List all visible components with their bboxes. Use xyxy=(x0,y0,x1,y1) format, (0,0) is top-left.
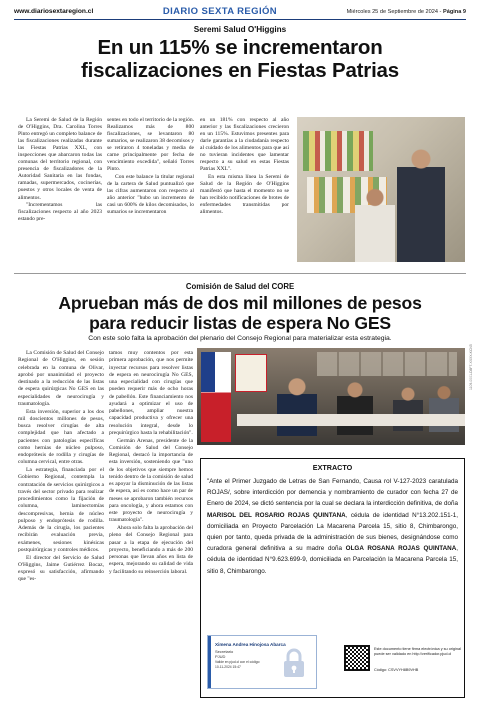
signature-validation-note: Valide en pjud.cl con el código: xyxy=(215,660,261,664)
qr-validation-code: Código: CSVVYH8B9VHB xyxy=(374,668,419,672)
article1-column-2 xyxy=(107,117,194,217)
site-url[interactable]: www.diariosextaregion.cl xyxy=(14,8,94,15)
extract-body xyxy=(207,476,458,577)
paragraph: tamos muy contentos por esta primera aprobación, que nos permite inyectar recursos para resolver listas de espera en neurocirugía No GES, una especialidad con cirugías que pueden requerir más de ocho horas de pabellón. Este financiamiento nos ayudará a optimizar el uso de pabellones, ampliar nuestra capacidad productiva y ofrecer una resolución integral, desde lo prequirúrgico hasta la rehabilitación". xyxy=(109,350,193,436)
signer-name: Ximena Andrea Hinojosa Abarca xyxy=(215,642,286,647)
article1-column-3 xyxy=(200,117,289,217)
photo-councilor xyxy=(277,376,317,436)
paragraph: La Seremi de Salud de la Región de O'Higgins, Dra. Carolina Torres Pinto entregó un completo balance de las fiscalizaciones realizadas durante las Fiestas Patrias XXL, con inspecciones que abarcaron todas las comunas del territorio regional, con presencia de fiscalizadores de la Autoridad Sanitaria en las fondas, ramadas, supermercados, cocinerías, puestos y otros locales de venta de alimentos. xyxy=(18,117,102,201)
extract-title: EXTRACTO xyxy=(312,463,353,472)
article2-headline-line2: para reducir listas de espera No GES xyxy=(89,313,391,333)
signature-date: 10-11-2024 15:47 xyxy=(215,665,241,669)
photo-inspector xyxy=(355,187,395,262)
article2-column-1 xyxy=(18,350,104,584)
paragraph: "Incrementamos las fiscalizaciones respecto al año 2023 estando pre- xyxy=(18,202,102,223)
legal-extract-box xyxy=(200,458,465,698)
page-header xyxy=(14,4,466,20)
article2-column-2 xyxy=(109,350,193,576)
newspaper-brand: DIARIO SEXTA REGIÓN xyxy=(162,6,278,17)
paragraph: Germán Arenas, presidente de la Comisión de Salud del Consejo Regional, destacó la importancia de esta inversión, sosteniendo que "uno de los objetivos que siempre hemos tenido dentro de la comisión de salud es apoyar la disminución de las listas de espera, así es como hace un par de meses se aprobaron también recursos para oncología, y ahora estamos con este proyecto de neurocirugía y traumatología". xyxy=(109,437,193,524)
side-document-code xyxy=(469,320,475,390)
article2-headline-line1: Aprueban más de dos mil millones de pesos xyxy=(58,293,422,313)
photo-vendor xyxy=(397,145,445,262)
paragraph: Esta inversión, superior a los dos mil doscientos millones de pesos, busca resolver cirugías de alta complejidad que han afectado a pacientes con patologías específicas como hernias de núcleo pulposo, endoprótesis de rodilla y cirugías de columna cervical, entre otras. xyxy=(18,408,104,466)
article1-headline-line2: fiscalizaciones en Fiestas Patrias xyxy=(81,59,399,82)
paragraph: sentes en todo el territorio de la región. Realizamos más de 800 fiscalizaciones, se levantaron 80 sumarios, se realizaron 38 decomisos y se retiraron 4 toneladas y media de carne principalmente por fecha de vencimiento excedida", señaló Torres Pinto. xyxy=(107,117,194,173)
side-code-text: 1109-0001-D8F7-XXXX-KCN5 xyxy=(469,344,473,390)
signer-org: PJUD xyxy=(215,654,226,659)
qr-code-icon[interactable] xyxy=(344,645,370,671)
paragraph: El director del Servicio de Salud O'Higgins, Jaime Gutiérrez Bocaz, expresó su satisfacción, afirmando que "es- xyxy=(18,554,104,583)
photo-flag-canton xyxy=(201,352,215,392)
article1-column-1 xyxy=(18,117,102,224)
article1-kicker: Seremi Salud O'Higgins xyxy=(193,25,287,34)
article1-headline-line1: En un 115% se incrementaron xyxy=(97,36,383,59)
page-number: Página 9 xyxy=(442,8,466,15)
paragraph: La estrategia, financiada por el Gobierno Regional, contempla la contratación de servicios quirúrgicos a través del sector privado para realizar procedimientos como la fijación de columna, laminectomías descompresivas, hernia de núcleo pulposo y endoprótesis de rodilla. Además de la cirugía, los pacientes recibirán evaluación previa, exámenes, sesiones kinésicas postquirúrgicas y controles médicos. xyxy=(18,467,104,553)
article2-headline xyxy=(10,293,470,333)
photo-windows xyxy=(317,352,457,376)
section-divider xyxy=(14,273,466,274)
paragraph: Ahora solo falta la aprobación del pleno del Consejo Regional para pasar a la etapa de ejecución del proyecto, beneficiando a más de 200 personas que llevan años en lista de espera, mejorando su calidad de vida y facilitando su reinserción laboral. xyxy=(109,525,193,575)
extract-name: OLGA ROSANA ROJAS QUINTANA xyxy=(345,545,457,553)
paragraph: La Comisión de Salud del Consejo Regional de O'Higgins, en sesión celebrada en la comuna de Olivar, aprobó por unanimidad el proyecto destinado a la reducción de las listas de espera quirúrgicas No GES en las especialidades de neurocirugía y traumatología. xyxy=(18,350,104,407)
signer-role: Secretario xyxy=(215,649,234,654)
article1-headline xyxy=(10,36,470,82)
paragraph: En esta misma línea la Seremi de Salud de la Región de O'Higgins manifestó que hasta el momento no se han recibido notificaciones de brotes de enfermedades transmitidas por alimentos. xyxy=(200,173,289,216)
extract-text: "Ante el Primer Juzgado de Letras de San Fernando, Causa rol V-127-2023 caratulada ROJAS/, sobre interdicción por demencia y nombramiento de curador con fecha 27 de Enero de 2024, se dictó sentencia por la cual se declara la interdicción definitiva, de doña xyxy=(207,478,458,508)
photo-councilor xyxy=(337,380,373,435)
article1-photo xyxy=(297,117,465,262)
paragraph: Con este balance la titular regional de la cartera de Salud puntualizó que las cifras aumentaron con respecto al año anterior "hubo un incremento de casi un 600% de kilos decomisados, lo sumarios se incrementaron xyxy=(107,173,194,216)
date-text: Miércoles 25 de Septiembre de 2024 - xyxy=(346,8,443,15)
article2-kicker: Comisión de Salud del CORE xyxy=(185,282,295,291)
lock-icon xyxy=(280,646,308,680)
paragraph: en un 181% con respecto al año anterior y las fiscalizaciones crecieron en un 115%. Estuvimos presentes para darle garantías a la ciudadanía respecto al cuidado de los alimentos para que así no tuvieran incidentes que lamentar respecto a su salud en estas Fiestas Patrias XXL". xyxy=(200,117,289,173)
electronic-signature xyxy=(207,635,317,689)
photo-shelf xyxy=(303,131,373,171)
photo-table xyxy=(237,414,465,426)
extract-name: MARISOL DEL ROSARIO ROJAS QUINTANA xyxy=(207,511,346,519)
extract-text: , cédula de identidad N°9.623.699-9, domiciliada en Parcelación la Macarena Parcela 15, sitio 8, Chimbarongo. xyxy=(207,545,459,575)
signature-accent-bar xyxy=(208,636,211,688)
qr-validation-text: Este documento tiene firma electrónica y su original puede ser validado en http://verificador.pjud.cl xyxy=(374,647,461,656)
photo-banner xyxy=(235,354,267,392)
article2-subhead: Con este solo falta la aprobación del plenario del Consejo Regional para materializar esta estrategia. xyxy=(88,335,392,342)
article2-photo xyxy=(197,348,465,445)
issue-date xyxy=(347,9,466,15)
extract-text: , cédula de identidad N°13.202.151-1, domiciliada en Proyecto Parcelación La Macarena Parcela 15, sitio 8, Chimbarongo, quien por tanto, queda privada de la administración de sus bienes, designándose como curadora general definitiva a su madre doña xyxy=(207,511,459,553)
